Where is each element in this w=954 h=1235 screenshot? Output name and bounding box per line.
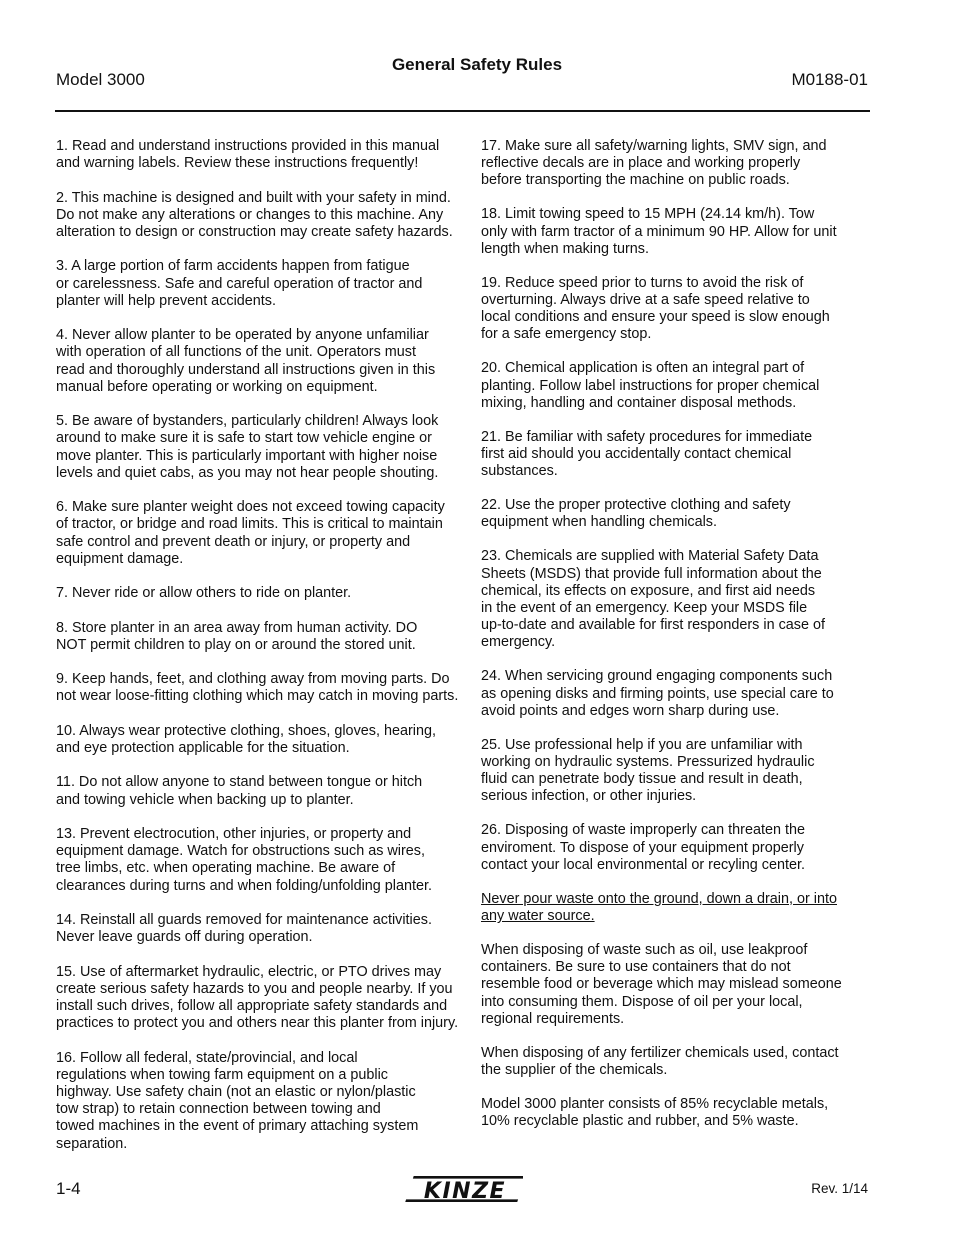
safety-rule-2: 2. This machine is designed and built with your safety in mind. Do not make any alterations or changes to this machine. Any alteration to design or construction may create safety hazards. (56, 189, 453, 240)
safety-rule-17: 17. Make sure all safety/warning lights, SMV sign, and reflective decals are in place and working properly before transporting the machine on public roads. (481, 138, 827, 189)
page-title: General Safety Rules (391, 55, 563, 74)
safety-rule-8: 8. Store planter in an area away from human activity. DO NOT permit children to play on or around the stored unit. (56, 619, 418, 653)
page-number: 1-4 (56, 1179, 81, 1198)
model-name: Model 3000 (56, 70, 145, 89)
safety-rule-5: 5. Be aware of bystanders, particularly children! Always look around to make sure it is safe to start tow vehicle engine or move planter. This is particularly important with higher noise levels and quiet cabs, as you may not hear people shouting. (56, 413, 439, 481)
safety-rule-3: 3. A large portion of farm accidents happen from fatigue or carelessness. Safe and careful operation of tractor and planter will help prevent accidents. (56, 258, 423, 309)
safety-rule-26: 26. Disposing of waste improperly can threaten the enviroment. To dispose of your equipment properly contact your local environmental or recyling center. (481, 822, 805, 873)
safety-rule-11: 11. Do not allow anyone to stand between tongue or hitch and towing vehicle when backing up to planter. (56, 774, 423, 808)
safety-rule-6: 6. Make sure planter weight does not exceed towing capacity of tractor, or bridge and road limits. This is critical to maintain safe control and prevent death or injury, or property and equipment damage. (56, 499, 445, 567)
oil-disposal-note: When disposing of waste such as oil, use leakproof containers. Be sure to use containers that do not resemble food or beverage which may mislead someone into consuming them. Dispose of oil per your local, regional requirements. (481, 942, 842, 1027)
safety-rule-25: 25. Use professional help if you are unfamiliar with working on hydraulic systems. Pressurized hydraulic fluid can penetrate body tissue and result in death, serious infection, or other injuries. (481, 736, 815, 805)
safety-rule-18: 18. Limit towing speed to 15 MPH (24.14 km/h). Tow only with farm tractor of a minimum 90 HP. Allow for unit length when making turns. (481, 206, 837, 257)
right-column (481, 138, 873, 1147)
safety-rule-7: 7. Never ride or allow others to ride on planter. (56, 585, 352, 602)
safety-rule-16: 16. Follow all federal, state/provincial, and local regulations when towing farm equipment on a public highway. Use safety chain (not an elastic or nylon/plastic tow strap) to retain connection between towing and towed machines in the event of primary attaching system separation. (56, 1049, 419, 1152)
recycling-note: Model 3000 planter consists of 85% recyclable metals, 10% recyclable plastic and rubber, and 5% waste. (481, 1096, 829, 1130)
safety-rule-10: 10. Always wear protective clothing, shoes, gloves, hearing, and eye protection applicable for the situation. (56, 722, 436, 756)
header-divider (55, 110, 870, 112)
kinze-logo (403, 1172, 523, 1206)
safety-rule-13: 13. Prevent electrocution, other injuries, or property and equipment damage. Watch for obstructions such as wires, tree limbs, etc. when operating machine. Be aware of clearances during turns and when folding/unfolding planter. (56, 825, 433, 894)
safety-rule-1: 1. Read and understand instructions provided in this manual and warning labels. Review these instructions frequently! (56, 138, 440, 172)
fertilizer-disposal-note: When disposing of any fertilizer chemicals used, contact the supplier of the chemicals. (481, 1044, 839, 1079)
waste-warning: Never pour waste onto the ground, down a drain, or into any water source. (481, 890, 837, 925)
safety-rule-23: 23. Chemicals are supplied with Material Safety Data Sheets (MSDS) that provide full information about the chemical, its effects on exposure, and first aid needs in the event of an emergency. Keep your MSDS file up-to-date and available for first responders in case of emergency. (481, 548, 825, 651)
safety-rule-22: 22. Use the proper protective clothing and safety equipment when handling chemicals. (481, 497, 791, 531)
document-number: M0188-01 (791, 70, 868, 89)
safety-rule-14: 14. Reinstall all guards removed for maintenance activities. Never leave guards off during operation. (56, 911, 432, 946)
safety-rule-9: 9. Keep hands, feet, and clothing away from moving parts. Do not wear loose-fitting clothing which may catch in moving parts. (56, 671, 459, 705)
safety-rule-15: 15. Use of aftermarket hydraulic, electric, or PTO drives may create serious safety hazards to you and people nearby. If you install such drives, follow all appropriate safety standards and practices to protect you and others near this planter from injury. (56, 963, 459, 1032)
safety-rule-19: 19. Reduce speed prior to turns to avoid the risk of overturning. Always drive at a safe speed relative to local conditions and ensure your speed is slow enough for a safe emergency stop. (481, 274, 830, 343)
safety-rule-21: 21. Be familiar with safety procedures for immediate first aid should you accidentally contact chemical substances. (481, 428, 813, 480)
kinze-logo-text: KINZE (423, 1179, 507, 1204)
safety-rule-24: 24. When servicing ground engaging components such as opening disks and firming points, use special care to avoid points and edges worn sharp during use. (481, 668, 834, 719)
revision-label: Rev. 1/14 (811, 1181, 868, 1196)
left-column (56, 138, 461, 1170)
safety-rule-4: 4. Never allow planter to be operated by anyone unfamiliar with operation of all functions of the unit. Operators must read and thoroughly understand all instructions given in this manual before operating or working on equipment. (56, 327, 436, 395)
safety-rule-20: 20. Chemical application is often an integral part of planting. Follow label instructions for proper chemical mixing, handling and container disposal methods. (481, 360, 820, 411)
